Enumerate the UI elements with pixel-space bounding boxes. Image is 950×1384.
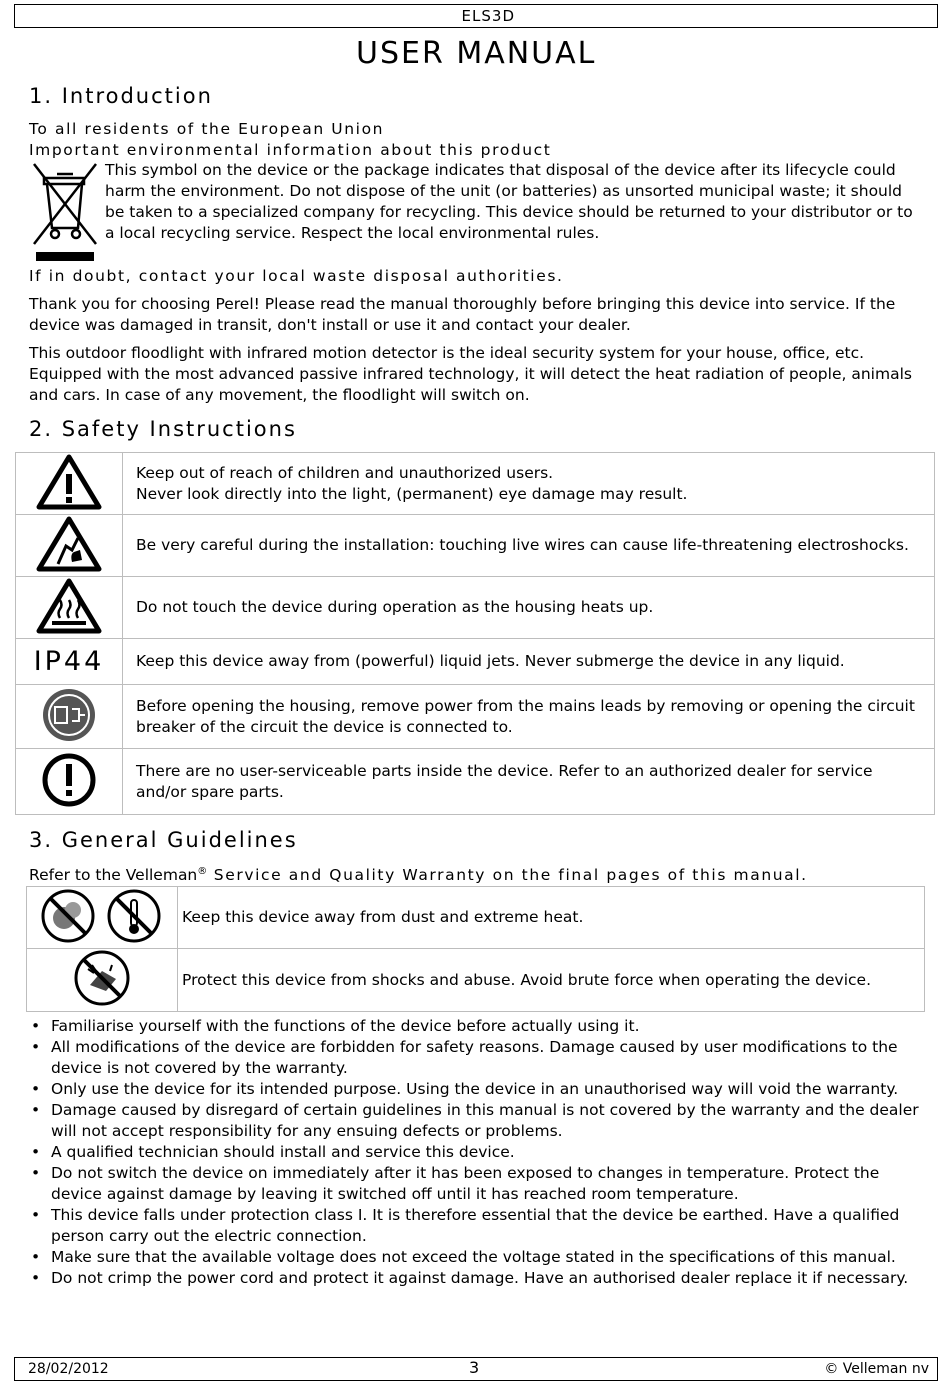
weee-bin-icon <box>30 160 100 266</box>
exclamation-circle-icon <box>41 752 97 808</box>
registered-mark: ® <box>197 866 208 877</box>
safety-text-liquid-jets: Keep this device away from (powerful) liquid jets. Never submerge the device in any liquid. <box>123 639 935 685</box>
list-item: • Make sure that the available voltage does not exceed the voltage stated in the specifications of this manual. <box>29 1247 924 1268</box>
list-item: • Damage caused by disregard of certain guidelines in this manual is not covered by the warranty and the dealer will not accept responsibility for any ensuing defects or problems. <box>29 1100 924 1142</box>
list-item: • Familiarise yourself with the functions of the device before actually using it. <box>29 1016 924 1037</box>
guideline-text-shocks: Protect this device from shocks and abuse. Avoid brute force when operating the device. <box>178 949 925 1012</box>
safety-row <box>16 515 935 577</box>
page-header <box>14 4 938 28</box>
guidelines-list <box>29 1016 924 1289</box>
document-title: USER MANUAL <box>356 36 597 71</box>
no-dust-icon <box>43 891 93 941</box>
safety-text-electroshock: Be very careful during the installation: touching live wires can cause life-threatening electroshocks. <box>123 515 935 577</box>
list-item: • Do not crimp the power cord and protect it against damage. Have an authorised dealer replace it if necessary. <box>29 1268 924 1289</box>
page-number: 3 <box>469 1358 480 1377</box>
safety-table <box>15 452 935 815</box>
no-shock-icon <box>72 949 132 1007</box>
guideline-row <box>27 887 925 949</box>
no-heat-icon <box>109 891 159 941</box>
hot-surface-icon <box>36 578 102 634</box>
safety-row <box>16 453 935 515</box>
list-item: • Do not switch the device on immediately after it has been exposed to changes in temperature. Protect the device against damage by leaving it switched off until it has reached room temperature. <box>29 1163 924 1205</box>
waste-disposal-line: If in doubt, contact your local waste disposal authorities. <box>29 267 564 285</box>
guideline-text-dust-heat: Keep this device away from dust and extreme heat. <box>178 887 925 949</box>
safety-row <box>16 749 935 815</box>
electric-shock-icon <box>36 516 102 572</box>
list-item: • This device falls under protection class I. It is therefore essential that the device be earthed. Have a qualified person carry out the electric connection. <box>29 1205 924 1247</box>
no-dust-no-heat-icons <box>40 888 164 944</box>
safety-text-housing-heat: Do not touch the device during operation as the housing heats up. <box>123 577 935 639</box>
product-description: This outdoor floodlight with infrared motion detector is the ideal security system for your house, office, etc. Equipped with the most advanced passive infrared technology, it will detect the heat radiation of people, animals and cars. In case of any movement, the floodlight will switch on. <box>29 344 912 404</box>
safety-text-children: Keep out of reach of children and unauthorized users. <box>136 463 554 482</box>
warning-triangle-icon <box>36 454 102 510</box>
environmental-info-line: Important environmental information about this product <box>29 141 552 159</box>
section-heading-safety: 2. Safety Instructions <box>29 417 297 441</box>
safety-row <box>16 577 935 639</box>
list-item: • Only use the device for its intended purpose. Using the device in an unauthorised way will void the warranty. <box>29 1079 924 1100</box>
warranty-line <box>29 861 924 886</box>
unplug-icon <box>41 687 97 743</box>
section-heading-introduction: 1. Introduction <box>29 84 213 108</box>
model-number: ELS3D <box>461 7 515 25</box>
ip44-rating: IP44 <box>33 646 105 677</box>
footer-date: 28/02/2012 <box>28 1361 109 1377</box>
weee-text: This symbol on the device or the package indicates that disposal of the device after its lifecycle could harm the environment. Do not dispose of the unit (or batteries) as unsorted municipal waste; it should be taken to a specialized company for recycling. This device should be returned to your distributor or to a local recycling service. Respect the local environmental rules. <box>105 161 913 242</box>
footer-copyright: © Velleman nv <box>824 1361 929 1377</box>
safety-row <box>16 685 935 749</box>
page-footer <box>14 1357 938 1381</box>
section-heading-guidelines: 3. General Guidelines <box>29 828 298 852</box>
safety-text-no-serviceable-parts: There are no user-serviceable parts inside the device. Refer to an authorized dealer for service and/or spare parts. <box>123 749 935 815</box>
eu-residents-line: To all residents of the European Union <box>29 120 385 138</box>
warranty-text-start: Refer to the Velleman <box>29 866 198 885</box>
safety-text-eye-damage: Never look directly into the light, (permanent) eye damage may result. <box>136 484 688 503</box>
warranty-text-end: Service and Quality Warranty on the final pages of this manual. <box>207 866 808 885</box>
list-item: • A qualified technician should install and service this device. <box>29 1142 924 1163</box>
guidelines-table <box>26 886 925 1012</box>
list-item: • All modifications of the device are forbidden for safety reasons. Damage caused by user modifications to the device is not covered by the warranty. <box>29 1037 924 1079</box>
safety-text-mains-power: Before opening the housing, remove power from the mains leads by removing or opening the circuit breaker of the circuit the device is connected to. <box>123 685 935 749</box>
thank-you-paragraph: Thank you for choosing Perel! Please read the manual thoroughly before bringing this device into service. If the device was damaged in transit, don't install or use it and contact your dealer. <box>29 295 896 334</box>
guideline-row <box>27 949 925 1012</box>
safety-row <box>16 639 935 685</box>
